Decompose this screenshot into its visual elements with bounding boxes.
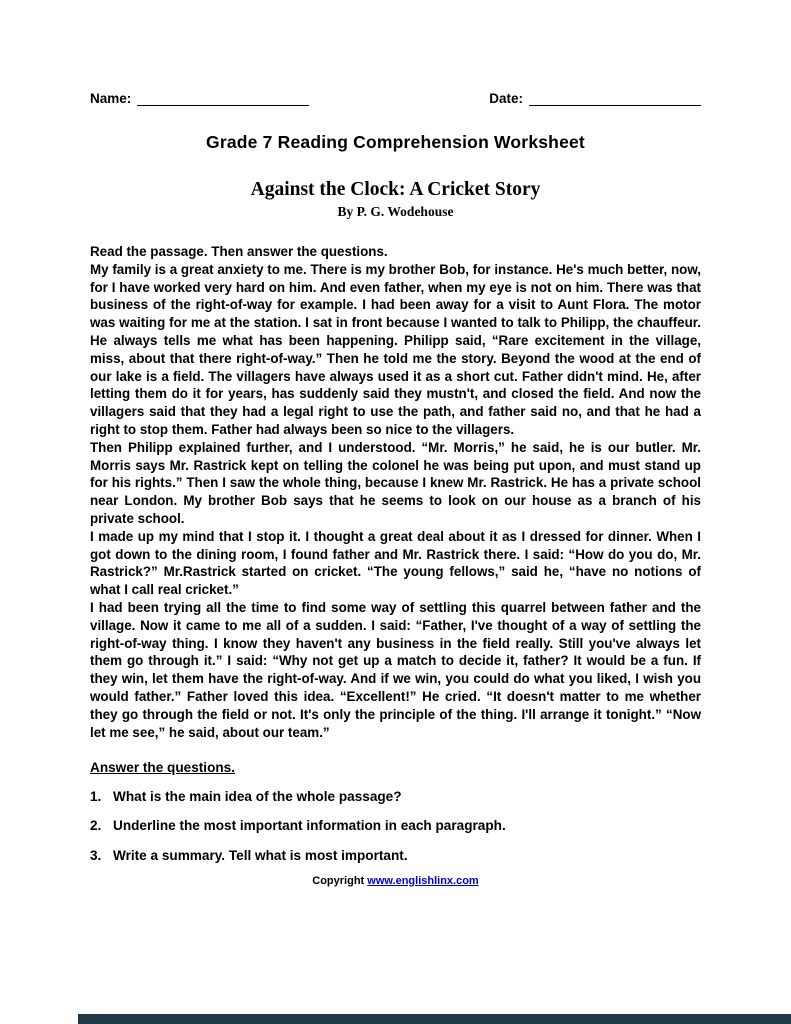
passage-paragraph-4: I had been trying all the time to find some way of settling this quarrel between father and the village. Now it came to me all of a sudden. I said: “Father, I've thought of a way of settling the right-of-way thing. I know they haven't any business in the field really. Still you've always let them go through it.” I said: “Why not get up a match to decide it, father? It would be a fun. If they win, let them have the right-of-way. And if we win, you could do what you liked, I wish you would father.” Father loved this idea. “Excellent!” He cried. “It doesn't matter to me whether they go through the field or not. It's only the principle of the thing. I'll arrange it tonight.” “Now let me see,” he said, about our team.” [90,599,701,740]
worksheet-title: Grade 7 Reading Comprehension Worksheet [206,132,585,152]
passage-instruction: Read the passage. Then answer the questions. [90,244,388,259]
passage-paragraph-2: Then Philipp explained further, and I understood. “Mr. Morris,” he said, he is our butler. Mr. Morris says Mr. Rastrick kept on telling the colonel he was being put upon, and must stand up for his rights.” Then I saw the whole thing, because I knew Mr. Rastrick. He has a private school near London. My brother Bob says that he seems to look on our house as a branch of his private school. [90,439,701,526]
question-number: 2. [90,818,102,834]
question-text: Underline the most important information in each paragraph. [113,818,506,834]
bottom-edge-bar [78,1014,791,1024]
name-date-row [90,90,701,106]
question-item-3 [90,848,701,864]
passage-paragraph-3: I made up my mind that I stop it. I thought a great deal about it as I dressed for dinner. When I got down to the dining room, I found father and Mr. Rastrick there. I said: “How do you do, Mr. Rastrick?” Mr.Rastrick started on cricket. “The young fellows,” said he, “have no notions of what I call real cricket.” [90,528,701,598]
story-byline: By P. G. Wodehouse [337,204,454,219]
question-item-1 [90,789,701,805]
copyright-label: Copyright [312,874,368,887]
questions-heading: Answer the questions. [90,760,236,776]
passage-section [90,243,701,741]
question-text: Write a summary. Tell what is most important. [113,847,408,863]
question-text: What is the main idea of the whole passage? [113,788,402,804]
date-label: Date: [489,91,523,106]
date-field[interactable] [529,90,701,106]
story-title: Against the Clock: A Cricket Story [250,179,541,200]
copyright-link[interactable]: www.englishlinx.com [367,874,479,887]
name-group [90,90,309,106]
date-group [489,90,701,106]
question-number: 1. [90,788,102,804]
question-item-2 [90,818,701,834]
name-label: Name: [90,91,132,106]
copyright-row [90,875,701,887]
passage-paragraph-1: My family is a great anxiety to me. There is my brother Bob, for instance. He's much better, now, for I have worked very hard on him. And even father, when my eye is not on him. There was that business of the right-of-way for example. I had been away for a visit to Aunt Flora. The motor was waiting for me at the station. I sat in front because I wanted to talk to Philipp, the chauffeur. He always tells me what has been happening. Philipp said, “Rare excitement in the village, miss, about that there right-of-way.” Then he told me the story. Beyond the wood at the end of our lake is a field. The villagers have always used it as a short cut. Father didn't mind. He, after letting them do it for years, has suddenly said they mustn't, and closed the field. And now the villagers said that they had a legal right to use the path, and father said no, and that he had a right to stop them. Father had always been so nice to the villagers. [90,261,701,437]
question-number: 3. [90,847,102,863]
name-field[interactable] [137,90,309,106]
